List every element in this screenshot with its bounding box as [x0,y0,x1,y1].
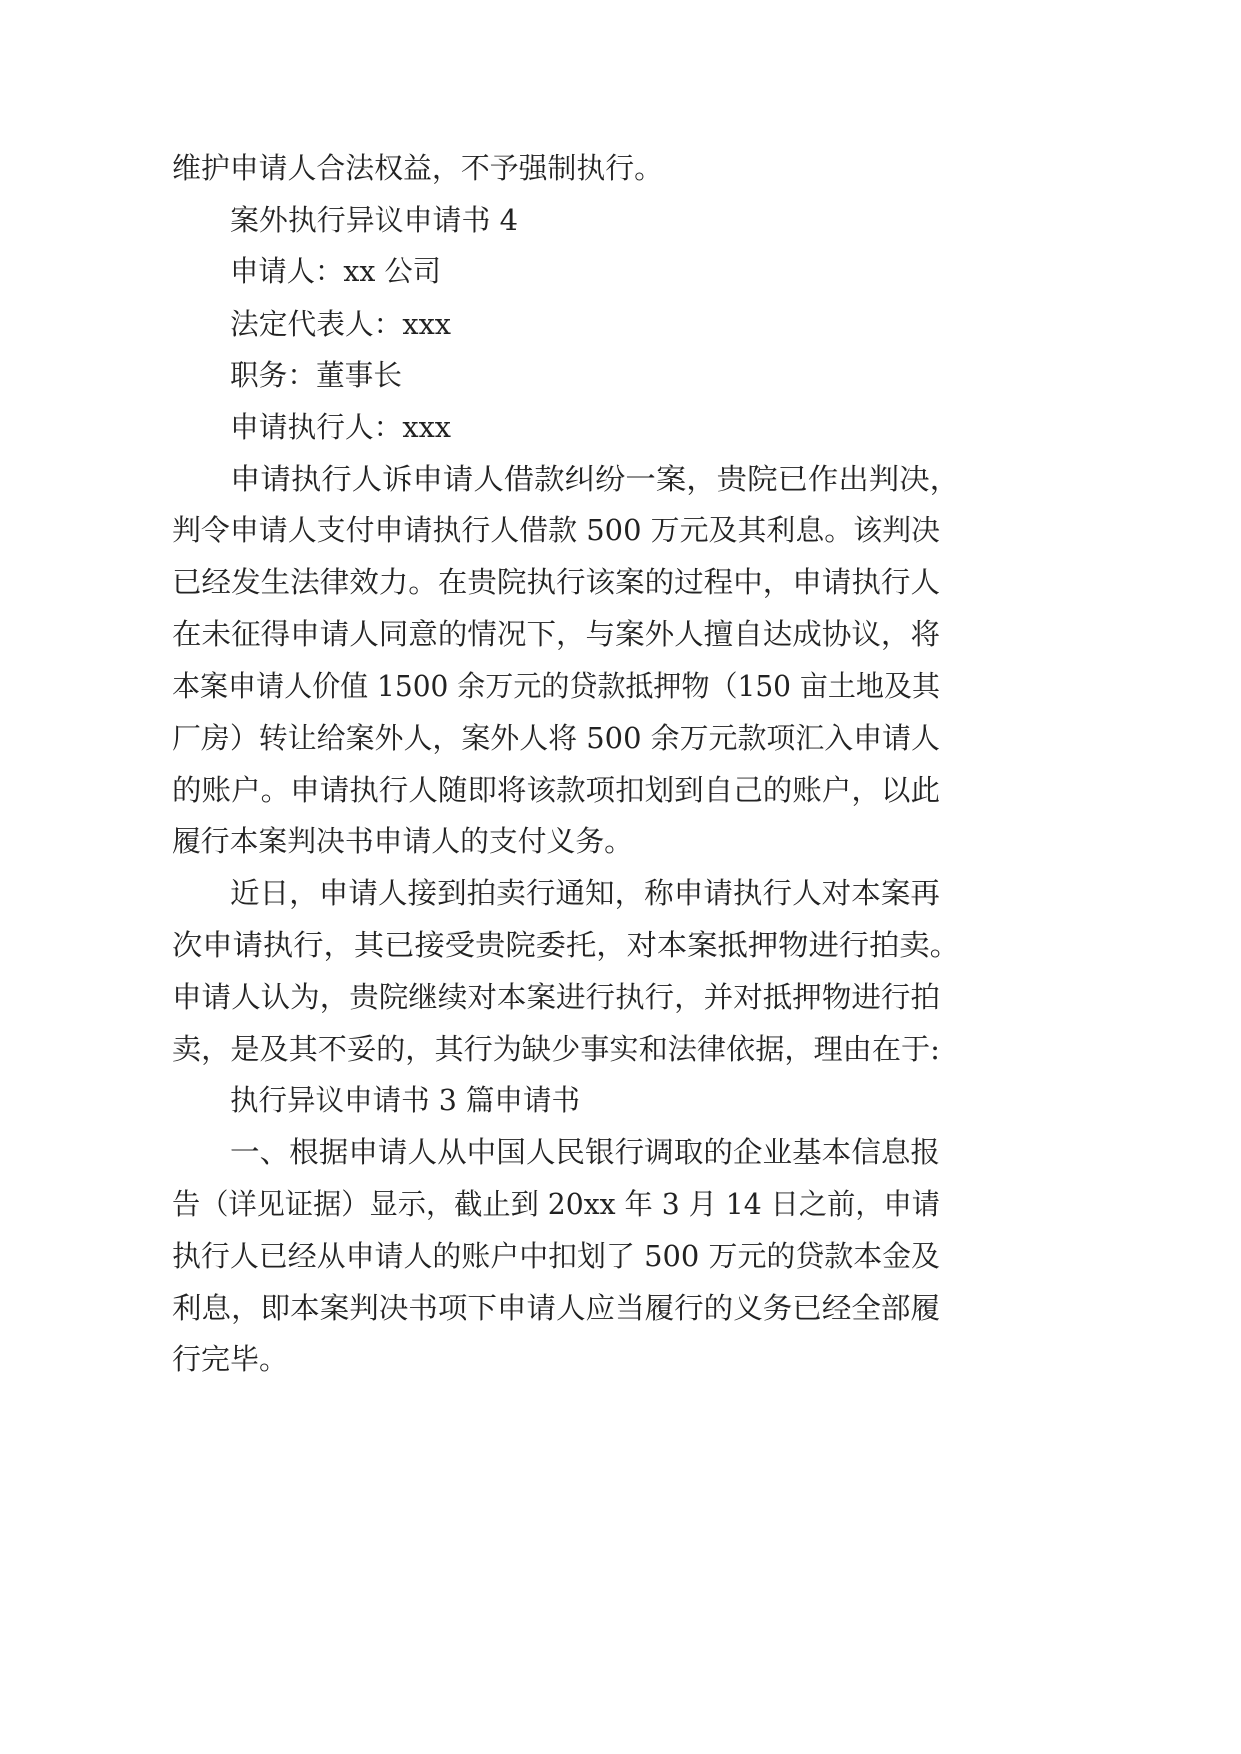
position-line [0,347,1241,403]
text-line [0,140,1241,196]
paragraph-text: 本案申请人价值 1500 余万元的贷款抵押物（150 亩土地及其 [172,669,940,703]
paragraph-line [0,710,1241,766]
paragraph-text: 已经发生法律效力。在贵院执行该案的过程中，申请执行人 [172,565,941,599]
paragraph-text: 卖，是及其不妥的，其行为缺少事实和法律依据，理由在于: [172,1032,941,1066]
paragraph-text: 判令申请人支付申请执行人借款 500 万元及其利息。该判决 [172,513,940,547]
paragraph-line [0,1331,1241,1387]
paragraph-line [0,1280,1241,1336]
paragraph-text: 履行本案判决书申请人的支付义务。 [172,824,633,858]
paragraph-text: 执行人已经从申请人的账户中扣划了 500 万元的贷款本金及 [172,1239,940,1273]
applicant-text: 申请人：xx 公司 [230,254,441,288]
paragraph-line [0,1228,1241,1284]
position-text: 职务：董事长 [230,358,402,392]
legal-representative-text: 法定代表人：xxx [230,307,451,341]
executing-applicant-text: 申请执行人：xxx [230,410,451,444]
paragraph-line [0,762,1241,818]
paragraph-text: 申请人认为，贵院继续对本案进行执行，并对抵押物进行拍 [172,980,941,1014]
paragraph-text: 申请执行人诉申请人借款纠纷一案，贵院已作出判决， [230,462,960,496]
paragraph-line [0,813,1241,869]
paragraph-text: 行完毕。 [172,1342,288,1376]
applicant-line [0,243,1241,299]
paragraph-line [0,1021,1241,1077]
paragraph-text: 在未征得申请人同意的情况下，与案外人擅自达成协议，将 [172,617,941,651]
paragraph-line [0,1176,1241,1232]
paragraph-line [0,865,1241,921]
paragraph-text: 的账户。申请执行人随即将该款项扣划到自己的账户，以此 [172,773,941,807]
paragraph-text: 利息，即本案判决书项下申请人应当履行的义务已经全部履 [172,1291,941,1325]
text-line-content: 维护申请人合法权益，不予强制执行。 [172,151,663,185]
paragraph-line [0,969,1241,1025]
paragraph-text: 近日，申请人接到拍卖行通知，称申请执行人对本案再 [230,876,940,910]
executing-applicant-line [0,399,1241,455]
legal-representative-line [0,296,1241,352]
section-title [0,192,1241,248]
section-title-text: 执行异议申请书 3 篇申请书 [230,1083,580,1117]
paragraph-line [0,451,1241,507]
section-title-text: 案外执行异议申请书 4 [230,203,518,237]
section-title [0,1072,1241,1128]
paragraph-text: 厂房）转让给案外人，案外人将 500 余万元款项汇入申请人 [172,721,940,755]
paragraph-line [0,606,1241,662]
paragraph-line [0,1124,1241,1180]
paragraph-text: 告（详见证据）显示，截止到 20xx 年 3 月 14 日之前，申请 [172,1187,940,1221]
paragraph-line [0,502,1241,558]
paragraph-line [0,554,1241,610]
paragraph-line [0,658,1241,714]
paragraph-text: 一、根据申请人从中国人民银行调取的企业基本信息报 [230,1135,940,1169]
paragraph-text: 次申请执行，其已接受贵院委托，对本案抵押物进行拍卖。 [172,928,960,962]
paragraph-line [0,917,1241,973]
